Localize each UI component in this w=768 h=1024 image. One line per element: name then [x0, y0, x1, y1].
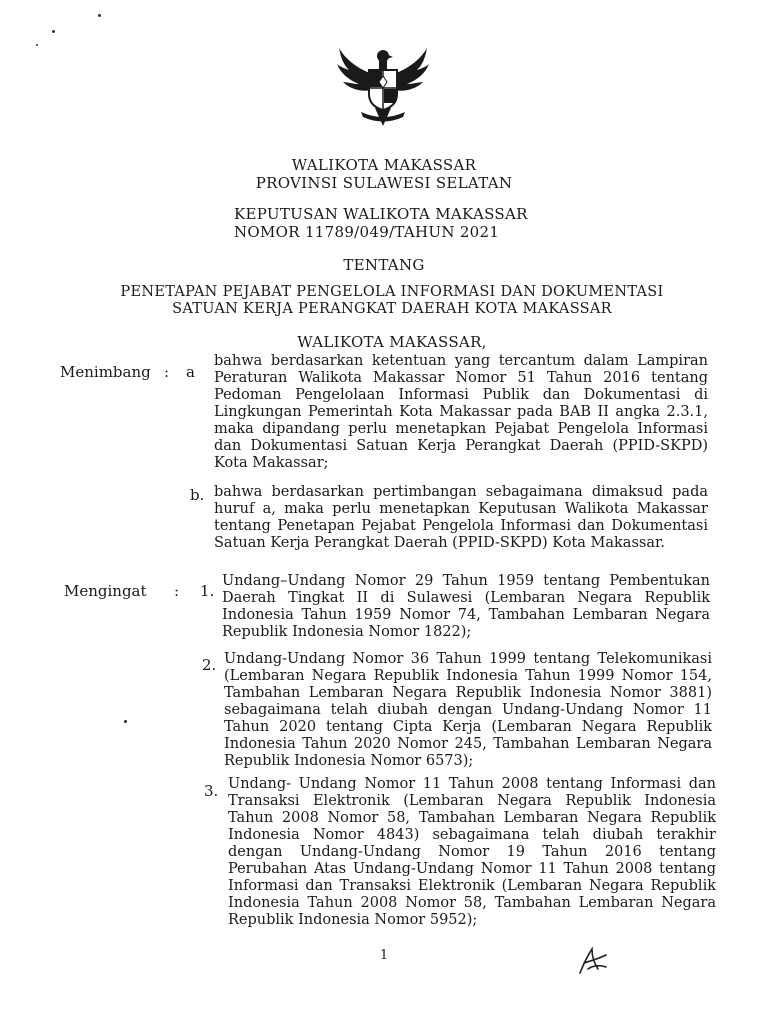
menimbang-item-a [214, 353, 708, 472]
page-number: 1 [379, 948, 389, 963]
mengingat-marker-2: 2. [202, 656, 217, 674]
scan-speck [124, 720, 127, 723]
header-provinsi: PROVINSI SULAWESI SELATAN [255, 174, 513, 192]
header-walikota: WALIKOTA MAKASSAR [291, 156, 477, 174]
mengingat-colon: : [174, 582, 180, 600]
decree-title: KEPUTUSAN WALIKOTA MAKASSAR [234, 205, 528, 223]
menimbang-label: Menimbang [60, 363, 151, 381]
subject-line-1: PENETAPAN PEJABAT PENGELOLA INFORMASI DAN DOKUMENTASI [120, 284, 664, 300]
mengingat-item-3 [228, 776, 716, 929]
menimbang-marker-a: a [186, 363, 195, 381]
mengingat-item-1 [222, 573, 710, 641]
garuda-emblem-icon [333, 42, 433, 128]
mengingat-item-3-text: Undang- Undang Nomor 11 Tahun 2008 tentang Informasi dan Transaksi Elektronik (Lembaran Negara Republik Indonesia Tahun 2008 Nomor 58, Tambahan Lembaran Negara Republik Indonesia Nomor 4843) sebagaimana telah diubah terakhir dengan Undang-Undang Nomor 19 Tahun 2016 tentang Perubahan Atas Undang-Undang Nomor 11 Tahun 2008 tentang Informasi dan Transaksi Elektronik (Lembaran Negara Republik Indonesia Tahun 2008 Nomor 58, Tambahan Lembaran Negara Republik Indonesia Nomor 5952); [228, 776, 716, 928]
subject-line-2: SATUAN KERJA PERANGKAT DAERAH KOTA MAKASSAR [172, 301, 612, 317]
mengingat-item-1-text: Undang–Undang Nomor 29 Tahun 1959 tentang Pembentukan Daerah Tingkat II di Sulawesi (Lembaran Negara Republik Indonesia Tahun 1959 Nomor 74, Tambahan Lembaran Negara Republik Indonesia Nomor 1822); [222, 573, 710, 640]
tentang-heading: TENTANG [343, 256, 425, 274]
menimbang-item-b [214, 484, 708, 552]
mengingat-label: Mengingat [64, 582, 147, 600]
scan-speck [36, 44, 38, 46]
scan-speck [52, 30, 55, 33]
mengingat-item-2 [224, 651, 712, 770]
issuer-heading: WALIKOTA MAKASSAR, [297, 333, 487, 351]
menimbang-item-a-text: bahwa berdasarkan ketentuan yang tercantum dalam Lampiran Peraturan Walikota Makassar Nomor 51 Tahun 2016 tentang Pedoman Pengelolaan Informasi Publik dan Dokumentasi di Lingkungan Pemerintah Kota Makassar pada BAB II angka 2.3.1, maka dipandang perlu menetapkan Pejabat Pengelola Informasi dan Dokumentasi Satuan Kerja Perangkat Daerah (PPID-SKPD) Kota Makassar; [214, 353, 708, 471]
menimbang-colon: : [164, 363, 170, 381]
menimbang-marker-b: b. [190, 486, 205, 504]
mengingat-item-2-text: Undang-Undang Nomor 36 Tahun 1999 tentang Telekomunikasi (Lembaran Negara Republik Indonesia Tahun 1999 Nomor 154, Tambahan Lembaran Negara Republik Indonesia Nomor 3881) sebagaimana telah diubah dengan Undang-Undang Nomor 11 Tahun 2020 tentang Cipta Kerja (Lembaran Negara Republik Indonesia Tahun 2020 Nomor 245, Tambahan Lembaran Negara Republik Indonesia Nomor 6573); [224, 651, 712, 769]
mengingat-marker-3: 3. [204, 782, 219, 800]
decree-number: NOMOR 11789/049/TAHUN 2021 [234, 223, 500, 241]
paraf-signature-icon [574, 945, 610, 977]
menimbang-item-b-text: bahwa berdasarkan pertimbangan sebagaimana dimaksud pada huruf a, maka perlu menetapkan Keputusan Walikota Makassar tentang Penetapan Pejabat Pengelola Informasi dan Dokumentasi Satuan Kerja Perangkat Daerah (PPID-SKPD) Kota Makassar. [214, 484, 708, 551]
scan-speck [98, 14, 101, 17]
mengingat-marker-1: 1. [200, 582, 215, 600]
